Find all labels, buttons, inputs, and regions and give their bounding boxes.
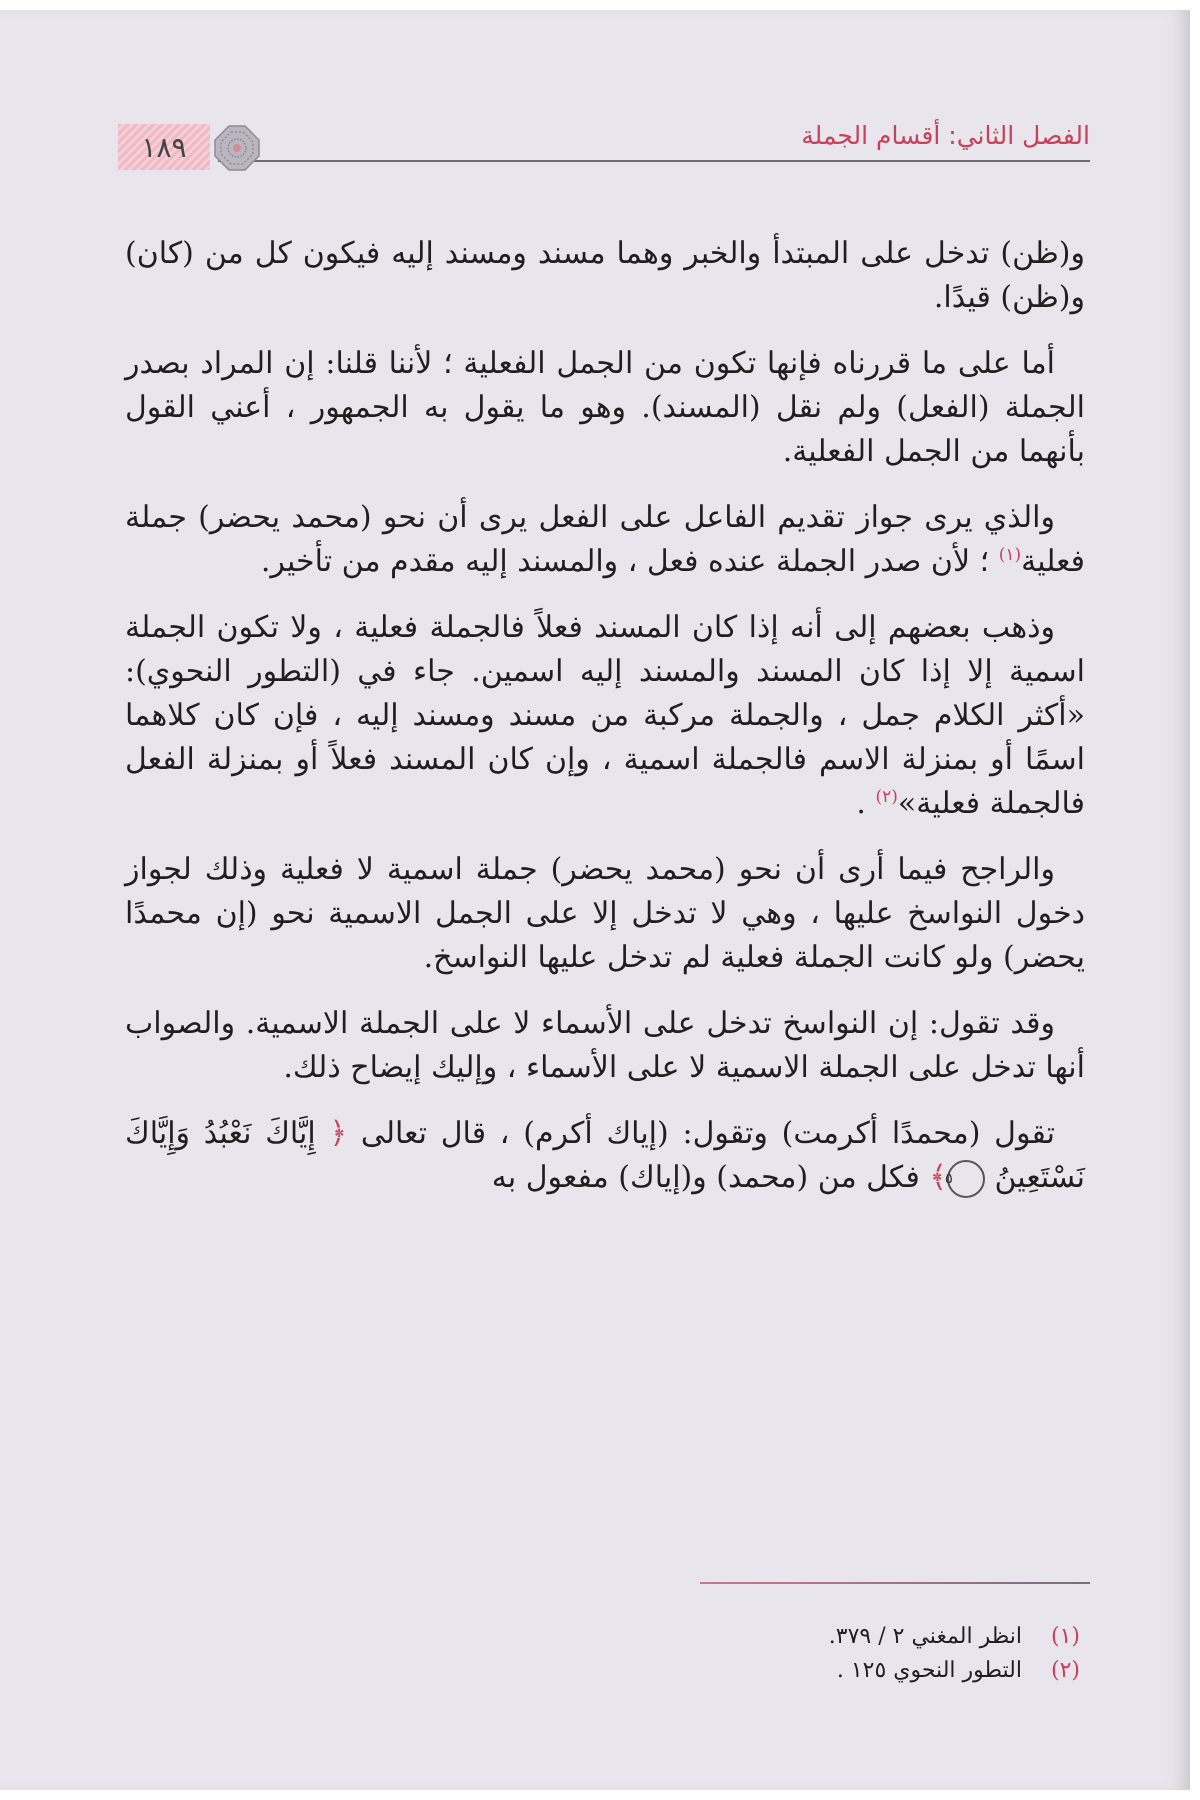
paragraph-4: وذهب بعضهم إلى أنه إذا كان المسند فعلاً فالجملة فعلية ، ولا تكون الجملة اسمية إلا إذا كان المسند والمسند إليه اسمين. جاء في (التطور النحوي): «أكثر الكلام جمل ، والجملة مركبة من مسند ومسند إليه ، فإن كان كلاهما اسمًا أو بمنزلة الاسم فالجملة اسمية ، وإن كان المسند فعلاً أو بمنزلة الفعل فالجملة فعلية»$^{(٢)}$ . [125,610,1085,821]
quran-verse: إِيَّاكَ نَعْبُدُ وَإِيَّاكَ نَسْتَعِينُ [125,1116,1085,1195]
paragraph-5: والراجح فيما أرى أن نحو (محمد يحضر) جملة اسمية لا فعلية وذلك لجواز دخول النواسخ عليها ، وهي لا تدخل إلا على الجمل الاسمية نحو (إن محمدًا يحضر) ولو كانت الجملة فعلية لم تدخل عليها النواسخ. [125,852,1085,975]
footnote-ref-2[interactable]: (٢) [875,787,898,807]
paragraph-2: أما على ما قررناه فإنها تكون من الجمل الفعلية ؛ لأننا قلنا: إن المراد بصدر الجملة (الفعل) ولم نقل (المسند). وهو ما يقول به الجمهور ، أعني القول بأنهما من الجمل الفعلية. [125,346,1085,469]
footnote-number: (٢) [1050,1658,1080,1683]
ayah-number-marker: ٥ [947,1160,985,1198]
paragraph-3: والذي يرى جواز تقديم الفاعل على الفعل يرى أن نحو (محمد يحضر) جملة فعلية$^{(١)}$ ؛ لأن صدر الجملة عنده فعل ، والمسند إليه مقدم من تأخير. [125,500,1085,579]
body-text [125,232,1085,1222]
footnote-2 [180,1654,1080,1688]
ornament-icon [213,124,261,172]
page-number-badge [118,124,210,170]
footnote-text: انظر المغني ٢ / ٣٧٩. [828,1624,1022,1649]
page-number: ١٨٩ [141,130,187,164]
running-head [118,116,1090,168]
paragraph-6: وقد تقول: إن النواسخ تدخل على الأسماء لا على الجملة الاسمية. والصواب أنها تدخل على الجملة الاسمية لا على الأسماء ، وإليك إيضاح ذلك. [125,1006,1085,1085]
footnote-number: (١) [1050,1624,1080,1649]
paragraph-1: و(ظن) تدخل على المبتدأ والخبر وهما مسند ومسند إليه فيكون كل من (كان) و(ظن) قيدًا. [125,236,1085,315]
quran-close-bracket: ﴾ [929,1160,947,1195]
footnote-ref-1[interactable]: (١) [998,545,1022,565]
footnotes [180,1620,1080,1688]
quran-open-bracket: ﴿ [329,1116,348,1151]
footnote-text: التطور النحوي ١٢٥ . [836,1658,1022,1683]
paragraph-7: تقول (محمدًا أكرمت) وتقول: (إياك أكرم) ، قال تعالى ﴿ إِيَّاكَ نَعْبُدُ وَإِيَّاكَ نَسْتَعِينُ ٥﴾ فكل من (محمد) و(إياك) مفعول به [125,1112,1085,1200]
footnote-separator [700,1582,1090,1584]
header-rule [218,160,1090,162]
chapter-title: الفصل الثاني: أقسام الجملة [801,121,1090,150]
footnote-1 [180,1620,1080,1654]
book-page [0,10,1190,1790]
